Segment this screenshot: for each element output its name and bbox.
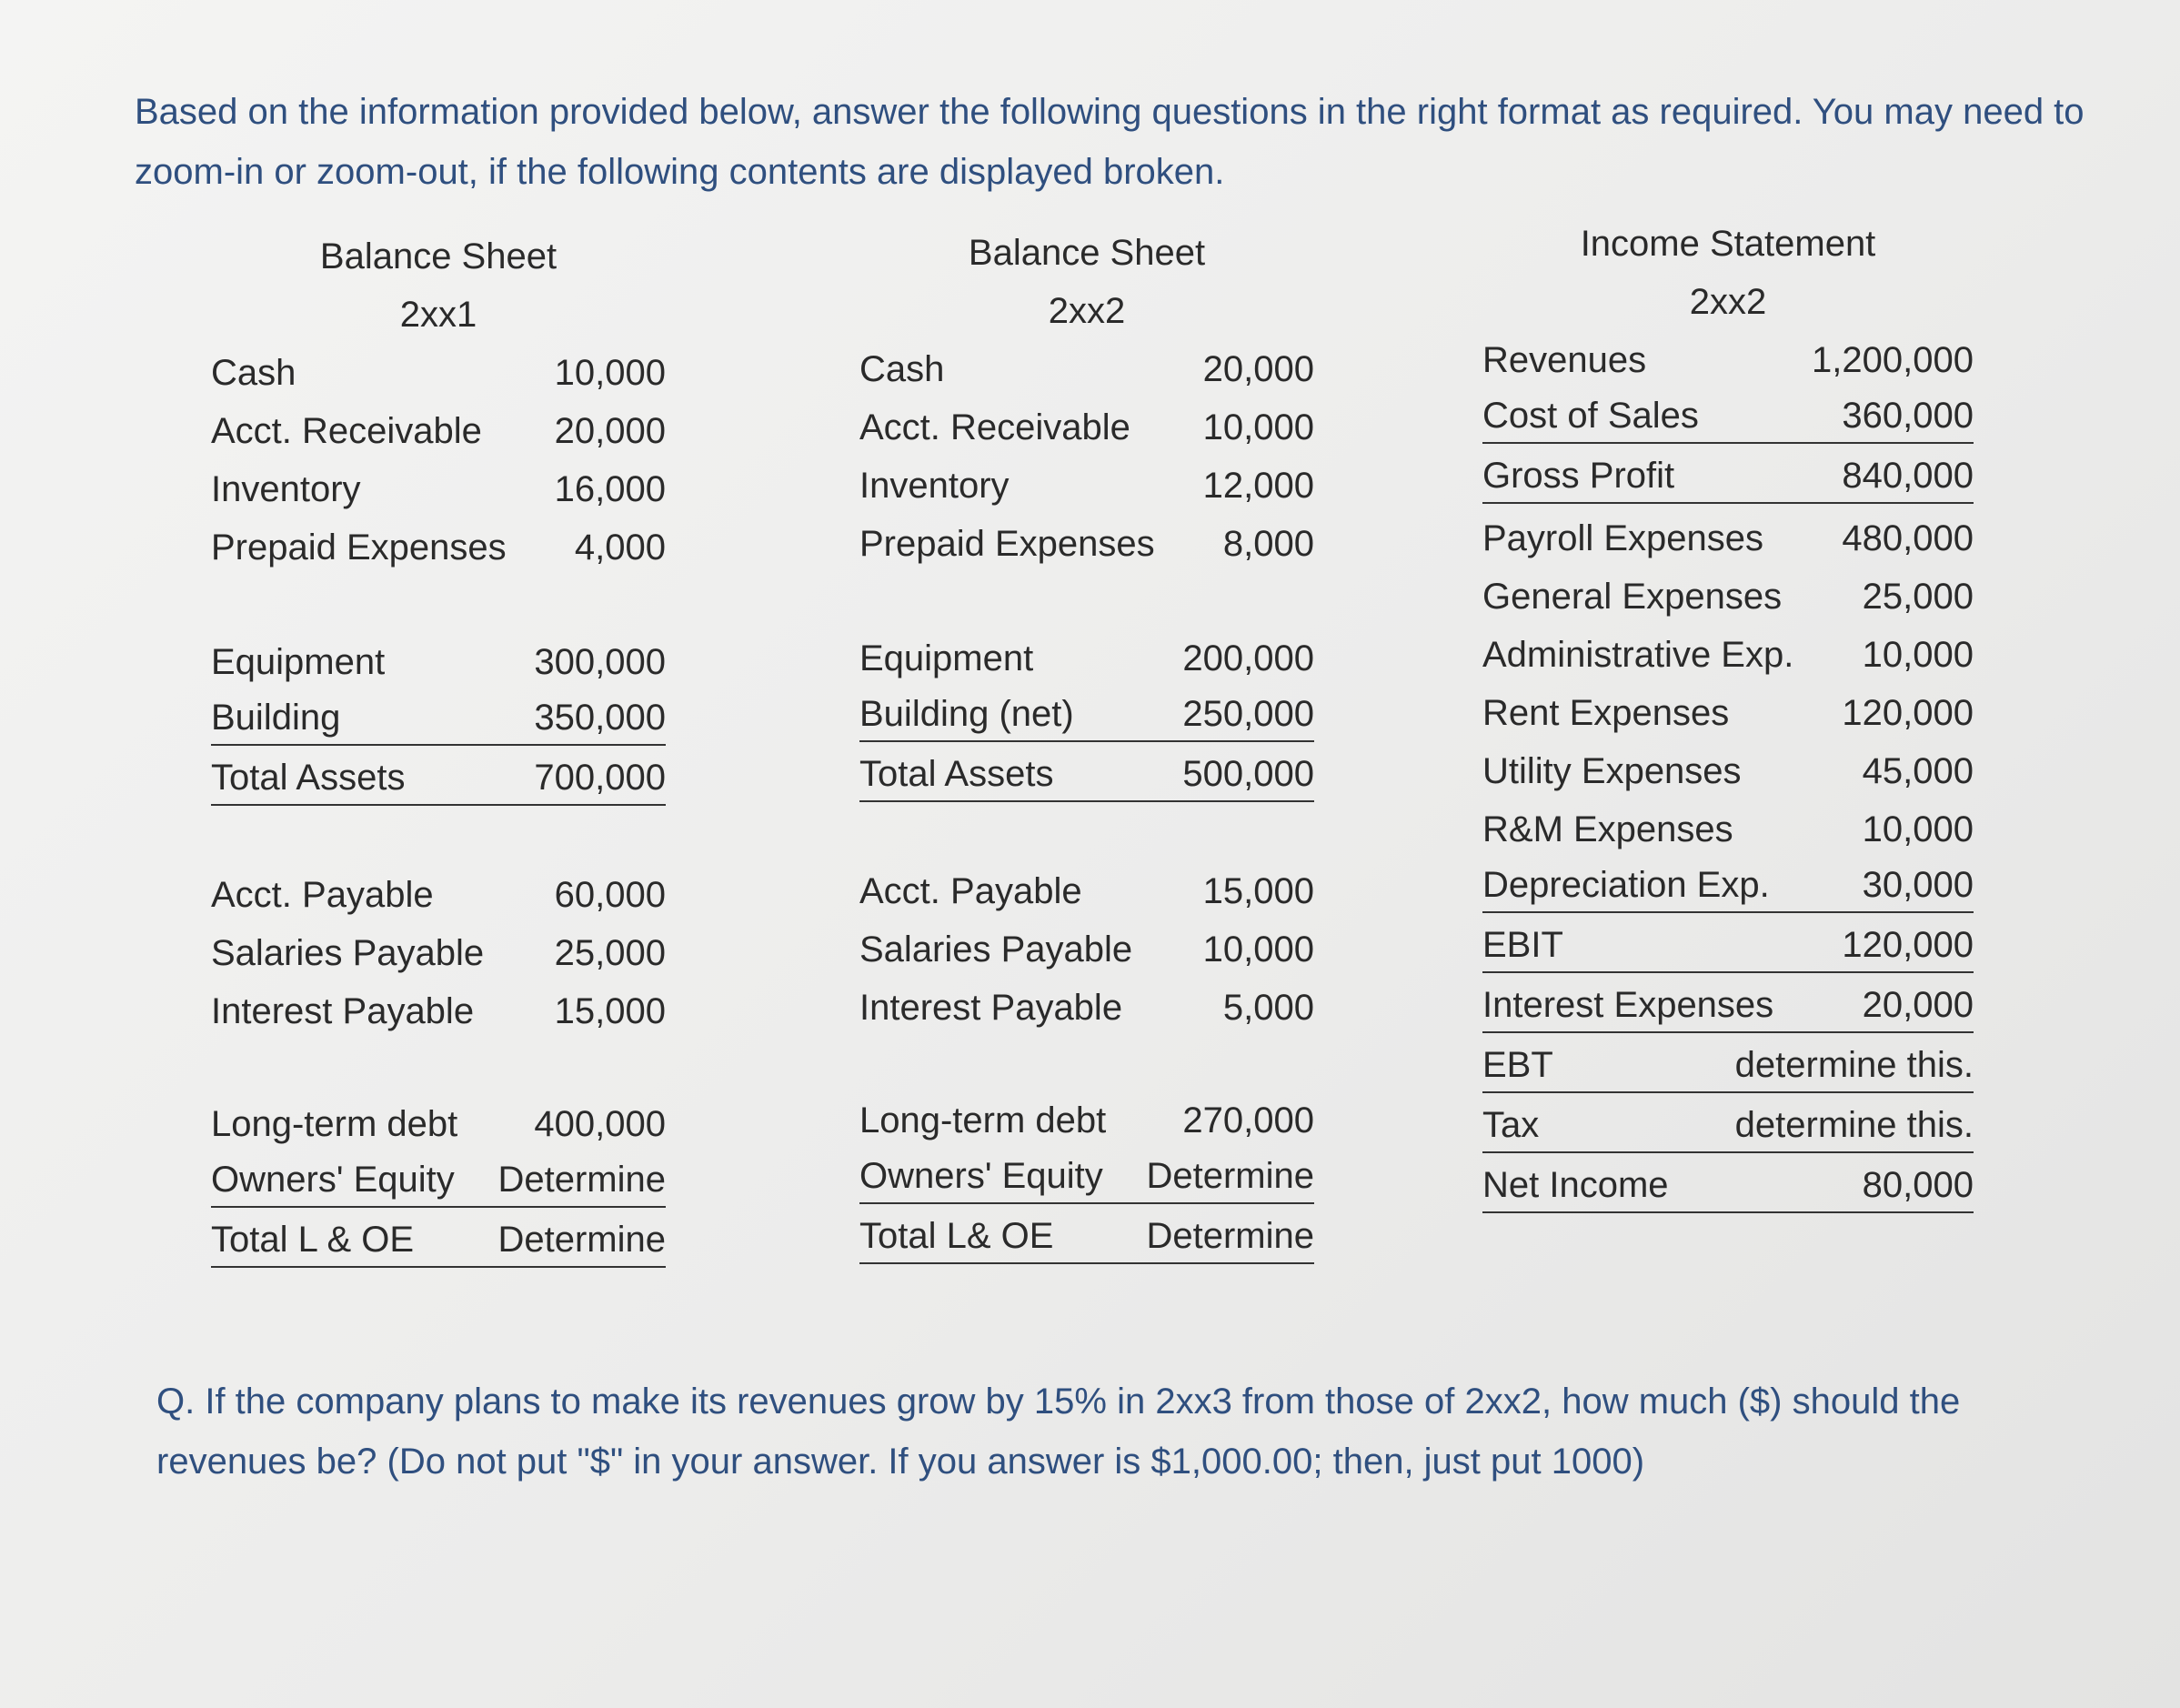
line-item-label: Total L & OE <box>211 1220 415 1260</box>
line-item-value: 80,000 <box>1862 1165 1974 1205</box>
line-item-label: Inventory <box>211 469 361 509</box>
bs2-row <box>859 629 1314 688</box>
line-item-value: 30,000 <box>1862 865 1974 905</box>
line-item-value: 5,000 <box>1222 988 1314 1028</box>
line-item-value: 10,000 <box>554 353 666 393</box>
bs2-row <box>859 979 1314 1037</box>
line-item-value: 25,000 <box>1862 577 1974 617</box>
line-item-label: Payroll Expenses <box>1482 518 1764 558</box>
is-row-revenues <box>1482 331 1974 389</box>
is-row-admin <box>1482 626 1974 684</box>
line-item-label: Net Income <box>1482 1165 1669 1205</box>
bs1-row <box>211 691 666 746</box>
line-item-label: Total Assets <box>211 758 406 798</box>
line-item-value: 700,000 <box>534 758 666 798</box>
line-item-label: Equipment <box>859 638 1034 678</box>
is-row-rent <box>1482 684 1974 742</box>
line-item-value: 350,000 <box>534 698 666 738</box>
line-item-value: 200,000 <box>1182 638 1314 678</box>
line-item-label: Utility Expenses <box>1482 751 1742 791</box>
bs2-period: 2xx2 <box>1048 291 1126 331</box>
line-item-label: Acct. Receivable <box>211 411 482 451</box>
bs1-row <box>211 344 666 402</box>
bs2-row <box>859 862 1314 920</box>
question-text: Q. If the company plans to make its revenues grow by 15% in 2xx3 from those of 2xx2, how much ($) should the revenues be? (Do not put "$" in your answer. If you answer is $1,000.00; then, just put 1000) <box>156 1381 1961 1482</box>
line-item-value: 360,000 <box>1842 396 1974 436</box>
bs2-row <box>859 340 1314 398</box>
is-row-net-income <box>1482 1159 1974 1213</box>
line-item-value: 20,000 <box>1202 349 1314 389</box>
bs2-title: Balance Sheet <box>968 233 1206 273</box>
line-item-label: Prepaid Expenses <box>859 524 1155 564</box>
line-item-value: 120,000 <box>1842 925 1974 965</box>
line-item-value: 840,000 <box>1842 456 1974 496</box>
line-item-value: 10,000 <box>1202 407 1314 447</box>
line-item-label: Total Assets <box>859 754 1054 794</box>
line-item-value: 60,000 <box>554 875 666 915</box>
line-item-value: 400,000 <box>534 1104 666 1144</box>
bs1-period: 2xx1 <box>399 295 477 335</box>
line-item-label: Long-term debt <box>211 1104 458 1144</box>
line-item-value: 25,000 <box>554 933 666 973</box>
line-item-value: Determine <box>497 1160 666 1200</box>
line-item-value: 250,000 <box>1182 694 1314 734</box>
line-item-label: Acct. Payable <box>211 875 434 915</box>
line-item-label: EBT <box>1482 1045 1553 1085</box>
line-item-label: Acct. Receivable <box>859 407 1130 447</box>
line-item-value: 10,000 <box>1862 635 1974 675</box>
line-item-label: Equipment <box>211 642 386 682</box>
is-row-cost-of-sales <box>1482 389 1974 444</box>
is-row-ebit <box>1482 919 1974 973</box>
line-item-label: Administrative Exp. <box>1482 635 1794 675</box>
bs2-row <box>859 1091 1314 1150</box>
bs2-owners-equity <box>859 1150 1314 1204</box>
line-item-label: Salaries Payable <box>211 933 485 973</box>
line-item-label: Prepaid Expenses <box>211 527 507 568</box>
line-item-label: Inventory <box>859 466 1010 506</box>
line-item-value: 10,000 <box>1862 809 1974 849</box>
income-statement-2xx2 <box>1482 215 1974 1219</box>
is-period: 2xx2 <box>1689 282 1767 322</box>
line-item-value: 10,000 <box>1202 929 1314 970</box>
is-row-utility <box>1482 742 1974 800</box>
line-item-label: Building <box>211 698 341 738</box>
is-row-ebt <box>1482 1039 1974 1093</box>
line-item-label: Owners' Equity <box>211 1160 455 1200</box>
bs1-total-assets <box>211 751 666 806</box>
line-item-value: 20,000 <box>1862 985 1974 1025</box>
bs2-row <box>859 920 1314 979</box>
bs1-row <box>211 518 666 577</box>
balance-sheet-2xx1 <box>211 227 666 1273</box>
line-item-value: Determine <box>1146 1156 1314 1196</box>
bs2-row <box>859 398 1314 457</box>
line-item-value: 15,000 <box>1202 871 1314 911</box>
line-item-value: determine this. <box>1734 1045 1974 1085</box>
line-item-value: 12,000 <box>1202 466 1314 506</box>
bs2-row <box>859 515 1314 573</box>
line-item-label: Interest Expenses <box>1482 985 1774 1025</box>
bs1-row <box>211 982 666 1040</box>
is-row-tax <box>1482 1099 1974 1153</box>
line-item-label: Building (net) <box>859 694 1074 734</box>
line-item-label: Tax <box>1482 1105 1540 1145</box>
is-row-payroll <box>1482 509 1974 568</box>
bs1-row <box>211 1095 666 1153</box>
line-item-value: 120,000 <box>1842 693 1974 733</box>
line-item-value: 500,000 <box>1182 754 1314 794</box>
line-item-label: Total L& OE <box>859 1216 1054 1256</box>
line-item-label: Salaries Payable <box>859 929 1133 970</box>
is-row-interest <box>1482 979 1974 1033</box>
line-item-label: Revenues <box>1482 340 1647 380</box>
line-item-label: Depreciation Exp. <box>1482 865 1770 905</box>
bs2-row <box>859 688 1314 742</box>
line-item-value: 300,000 <box>534 642 666 682</box>
line-item-value: 1,200,000 <box>1812 340 1974 380</box>
line-item-value: Determine <box>1146 1216 1314 1256</box>
line-item-value: 20,000 <box>554 411 666 451</box>
is-title: Income Statement <box>1580 224 1876 264</box>
bs1-title: Balance Sheet <box>319 236 558 276</box>
line-item-value: 45,000 <box>1862 751 1974 791</box>
is-row-rm <box>1482 800 1974 859</box>
line-item-label: R&M Expenses <box>1482 809 1733 849</box>
is-row-gross-profit <box>1482 449 1974 504</box>
line-item-label: Acct. Payable <box>859 871 1082 911</box>
bs1-row <box>211 924 666 982</box>
line-item-label: Owners' Equity <box>859 1156 1103 1196</box>
line-item-label: General Expenses <box>1482 577 1783 617</box>
line-item-label: Cost of Sales <box>1482 396 1699 436</box>
line-item-label: Interest Payable <box>859 988 1123 1028</box>
line-item-label: Long-term debt <box>859 1100 1107 1140</box>
line-item-value: determine this. <box>1734 1105 1974 1145</box>
line-item-label: Rent Expenses <box>1482 693 1730 733</box>
instructions-text: Based on the information provided below, answer the following questions in the right format as required. You may need to zoom-in or zoom-out, if the following contents are displayed broken. <box>135 92 2085 192</box>
balance-sheet-2xx2 <box>859 224 1314 1270</box>
line-item-value: 480,000 <box>1842 518 1974 558</box>
line-item-value: 15,000 <box>554 991 666 1031</box>
bs2-total-assets <box>859 748 1314 802</box>
is-row-depreciation <box>1482 859 1974 913</box>
bs1-row <box>211 866 666 924</box>
line-item-value: 270,000 <box>1182 1100 1314 1140</box>
bs1-row <box>211 402 666 460</box>
line-item-label: EBIT <box>1482 925 1563 965</box>
line-item-value: 4,000 <box>574 527 666 568</box>
bs1-owners-equity <box>211 1153 666 1208</box>
bs1-row <box>211 633 666 691</box>
is-row-general <box>1482 568 1974 626</box>
line-item-value: 16,000 <box>554 469 666 509</box>
line-item-label: Cash <box>211 353 296 393</box>
bs2-total-l-oe <box>859 1210 1314 1264</box>
line-item-label: Interest Payable <box>211 991 475 1031</box>
line-item-value: 8,000 <box>1222 524 1314 564</box>
line-item-label: Cash <box>859 349 945 389</box>
line-item-value: Determine <box>497 1220 666 1260</box>
bs2-row <box>859 457 1314 515</box>
bs1-total-l-oe <box>211 1213 666 1268</box>
bs1-row <box>211 460 666 518</box>
line-item-label: Gross Profit <box>1482 456 1675 496</box>
